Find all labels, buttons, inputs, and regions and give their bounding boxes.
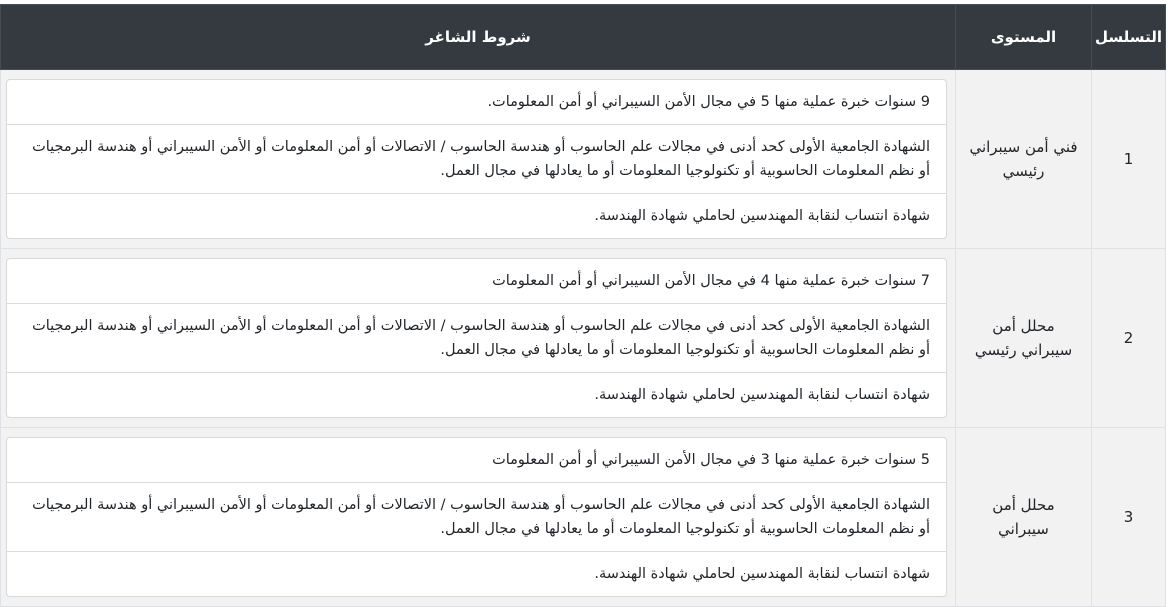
- table-row: [1, 428, 1166, 607]
- condition-item: الشهادة الجامعية الأولى كحد أدنى في مجالات علم الحاسوب أو هندسة الحاسوب / الاتصالات أو أمن المعلومات أو الأمن السيبراني أو هندسة البرمجيات أو نظم المعلومات الحاسوبية أو تكنولوجيا المعلومات أو ما يعادلها في مجال العمل.: [7, 125, 946, 194]
- table-row: [1, 249, 1166, 428]
- table-header: [1, 5, 1166, 70]
- conditions-list: [6, 79, 947, 239]
- table-row: [1, 70, 1166, 249]
- row-conditions: [1, 428, 956, 607]
- condition-item: الشهادة الجامعية الأولى كحد أدنى في مجالات علم الحاسوب أو هندسة الحاسوب / الاتصالات أو أمن المعلومات أو الأمن السيبراني أو هندسة البرمجيات أو نظم المعلومات الحاسوبية أو تكنولوجيا المعلومات أو ما يعادلها في مجال العمل.: [7, 483, 946, 552]
- row-level: [956, 428, 1092, 607]
- row-serial: 3: [1092, 428, 1166, 607]
- condition-item: 5 سنوات خبرة عملية منها 3 في مجال الأمن السيبراني أو أمن المعلومات: [7, 438, 946, 483]
- row-level-text: محلل أمن سيبراني: [992, 496, 1055, 538]
- row-level: [956, 70, 1092, 249]
- row-level-text: فني أمن سيبراني رئيسي: [969, 138, 1078, 180]
- vacancy-conditions-table: [0, 4, 1166, 607]
- row-conditions: [1, 70, 956, 249]
- header-conditions: شروط الشاغر: [1, 5, 956, 70]
- condition-item: شهادة انتساب لنقابة المهندسين لحاملي شهادة الهندسة.: [594, 566, 930, 582]
- condition-item: شهادة انتساب لنقابة المهندسين لحاملي شهادة الهندسة.: [594, 387, 930, 403]
- table-body: [1, 70, 1166, 607]
- condition-item: 9 سنوات خبرة عملية منها 5 في مجال الأمن السيبراني أو أمن المعلومات.: [7, 80, 946, 125]
- row-level: [956, 249, 1092, 428]
- condition-item: الشهادة الجامعية الأولى كحد أدنى في مجالات علم الحاسوب أو هندسة الحاسوب / الاتصالات أو أمن المعلومات أو الأمن السيبراني أو هندسة البرمجيات أو نظم المعلومات الحاسوبية أو تكنولوجيا المعلومات أو ما يعادلها في مجال العمل.: [7, 304, 946, 373]
- condition-item: شهادة انتساب لنقابة المهندسين لحاملي شهادة الهندسة.: [594, 208, 930, 224]
- row-serial: 2: [1092, 249, 1166, 428]
- row-serial: 1: [1092, 70, 1166, 249]
- condition-item: 7 سنوات خبرة عملية منها 4 في مجال الأمن السيبراني أو أمن المعلومات: [7, 259, 946, 304]
- header-serial: التسلسل: [1092, 5, 1166, 70]
- header-level: المستوى: [956, 5, 1092, 70]
- row-conditions: [1, 249, 956, 428]
- conditions-list: [6, 437, 947, 597]
- conditions-list: [6, 258, 947, 418]
- header-row: [1, 5, 1166, 70]
- row-level-text: محلل أمن سيبراني رئيسي: [974, 317, 1073, 359]
